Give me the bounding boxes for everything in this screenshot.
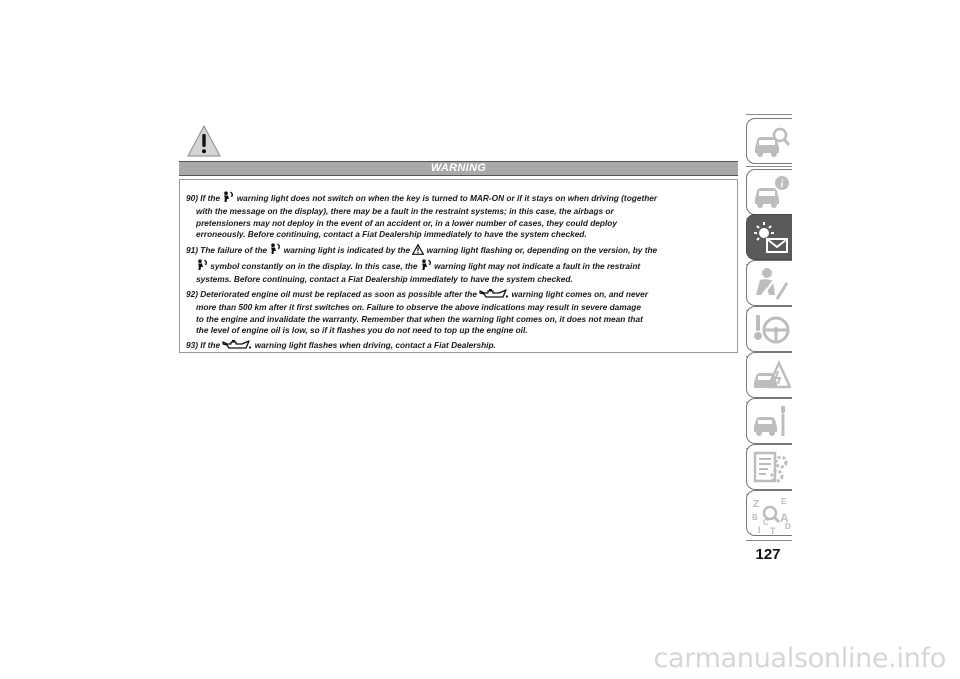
car-emergency-icon bbox=[751, 357, 791, 395]
note-line bbox=[186, 288, 734, 302]
page-number: 127 bbox=[755, 546, 781, 563]
svg-text:C: C bbox=[763, 518, 769, 527]
note-text: warning light flashes when driving, contact a Fiat Dealership. bbox=[252, 340, 496, 351]
tab-alphabetical-index[interactable] bbox=[746, 490, 792, 536]
note-line bbox=[186, 339, 734, 353]
note-text: the level of engine oil is low, so if it flashes you do not need to top up the engine oil. bbox=[196, 325, 528, 336]
note-text: warning light flashing or, depending on the version, by the bbox=[424, 245, 658, 256]
note-line bbox=[186, 191, 734, 206]
passenger-safety-icon bbox=[751, 265, 791, 303]
tab-key-steering[interactable] bbox=[746, 306, 792, 352]
car-info-icon bbox=[751, 174, 791, 212]
warning-notes bbox=[186, 191, 734, 356]
note-line bbox=[186, 274, 734, 285]
warning-triangle-icon bbox=[186, 124, 222, 158]
note-text: with the message on the display), there may be a fault in the restraint systems; in this case, the airbags or bbox=[196, 206, 614, 217]
note-line bbox=[186, 206, 734, 217]
airbag-icon bbox=[420, 259, 432, 274]
car-search-icon bbox=[751, 123, 791, 161]
tab-car-info[interactable] bbox=[746, 169, 792, 215]
tab-passenger-safety[interactable] bbox=[746, 260, 792, 306]
tab-maintenance[interactable] bbox=[746, 398, 792, 444]
triangle-warning-icon bbox=[412, 244, 424, 258]
warning-heading: WARNING bbox=[179, 161, 738, 176]
note-line bbox=[186, 259, 734, 274]
note-line bbox=[186, 314, 734, 325]
note-line bbox=[186, 229, 734, 240]
alphabetical-index-icon bbox=[751, 495, 791, 535]
note-line bbox=[186, 243, 734, 258]
note-text: 93) If the bbox=[186, 340, 223, 351]
note-text: warning light may not indicate a fault in the restraint bbox=[431, 260, 641, 271]
tab-emergency[interactable] bbox=[746, 352, 792, 398]
note-text: warning light does not switch on when the key is turned to MAR-ON or if it stays on when driving (together bbox=[234, 193, 658, 203]
note-text: 92) Deteriorated engine oil must be replaced as soon as possible after the bbox=[186, 289, 480, 300]
svg-text:T: T bbox=[770, 526, 776, 535]
footer-watermark: carmanualsonline.info bbox=[653, 643, 946, 674]
warning-note bbox=[186, 288, 734, 337]
svg-text:Z: Z bbox=[753, 499, 760, 510]
note-text: erroneously. Before continuing, contact a Fiat Dealership immediately to have the system checked. bbox=[196, 229, 587, 240]
airbag-icon bbox=[269, 243, 281, 258]
svg-text:I: I bbox=[758, 525, 761, 535]
note-line bbox=[186, 325, 734, 336]
svg-text:B: B bbox=[752, 513, 758, 522]
warning-lights-message-icon bbox=[751, 219, 791, 257]
note-text: warning light is indicated by the bbox=[281, 245, 413, 256]
warning-note bbox=[186, 243, 734, 285]
car-maintenance-icon bbox=[751, 403, 791, 441]
note-text: 90) If the bbox=[186, 193, 223, 203]
svg-text:A: A bbox=[780, 511, 789, 525]
tab-warning-lights[interactable] bbox=[746, 214, 792, 260]
note-text: 91) The failure of the bbox=[186, 245, 270, 256]
note-text: systems. Before continuing, contact a Fiat Dealership immediately to have the system checked. bbox=[196, 274, 573, 285]
note-text: symbol constantly on in the display. In this case, the bbox=[208, 260, 420, 271]
svg-text:i: i bbox=[780, 179, 784, 190]
note-text: warning light comes on, and never bbox=[509, 289, 649, 300]
note-text: to the engine and invalidate the warranty. Remember that when the warning light comes on, it does not mean that bbox=[196, 313, 643, 324]
key-steering-wheel-icon bbox=[751, 311, 791, 349]
note-text: pretensioners may not deploy in the event of an accident or, in a lower number of cases, they could deploy bbox=[196, 217, 617, 228]
oil-can-icon bbox=[479, 288, 509, 302]
warning-note bbox=[186, 191, 734, 241]
technical-data-icon bbox=[751, 449, 791, 487]
warning-note bbox=[186, 339, 734, 353]
note-line bbox=[186, 302, 734, 313]
svg-text:E: E bbox=[781, 497, 787, 506]
note-text: more than 500 km after it first switches on. Failure to observe the above indications may result in severe damage bbox=[196, 302, 641, 313]
oil-can-icon bbox=[222, 339, 252, 353]
airbag-icon bbox=[222, 191, 234, 206]
tab-car-search[interactable] bbox=[746, 118, 792, 164]
svg-text:D: D bbox=[785, 522, 791, 531]
airbag-icon bbox=[196, 259, 208, 274]
note-line bbox=[186, 218, 734, 229]
tab-technical-data[interactable] bbox=[746, 444, 792, 490]
